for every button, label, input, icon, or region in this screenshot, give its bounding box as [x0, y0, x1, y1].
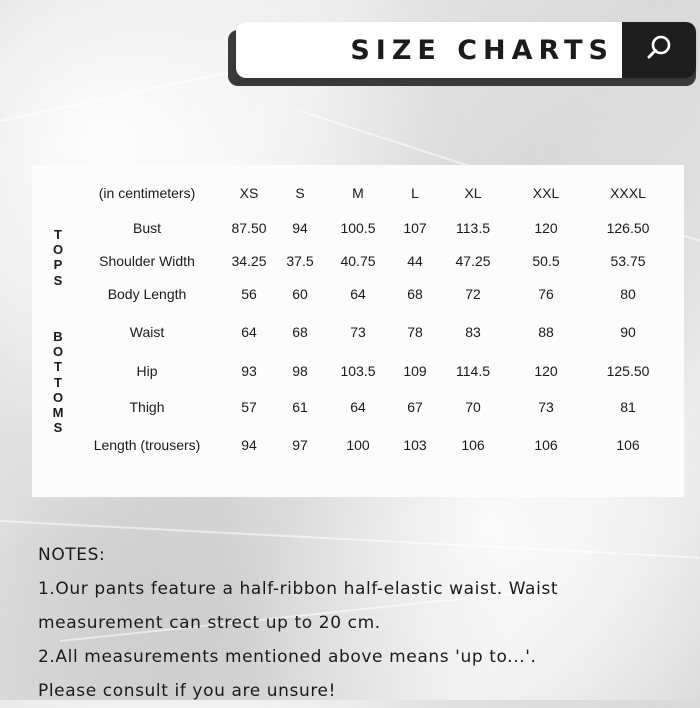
measurement-value: 103 [403, 437, 427, 453]
size-header: XXXL [610, 185, 646, 201]
measurement-value: 70 [465, 399, 481, 415]
size-header: L [411, 185, 419, 201]
group-letter: P [53, 257, 63, 273]
group-letter: M [52, 405, 64, 421]
measurement-value: 106 [616, 437, 640, 453]
measurement-value: 68 [292, 324, 308, 340]
size-header: XXL [532, 185, 560, 201]
notes-line: Please consult if you are unsure! [38, 681, 337, 701]
group-letter: T [54, 359, 62, 375]
size-header: S [295, 185, 305, 201]
measurement-value: 53.75 [610, 253, 646, 269]
measurement-label: Bust [132, 220, 162, 236]
group-letter: S [53, 420, 63, 436]
measurement-value: 94 [292, 220, 308, 236]
measurement-value: 88 [538, 324, 554, 340]
measurement-value: 78 [407, 324, 423, 340]
group-letter: T [54, 374, 62, 390]
measurement-label: Shoulder Width [99, 253, 195, 269]
measurement-value: 64 [350, 399, 366, 415]
measurement-value: 44 [407, 253, 423, 269]
measurement-value: 80 [620, 286, 636, 302]
notes-line: 1.Our pants feature a half-ribbon half-elastic waist. Waist [38, 579, 559, 599]
unit-label: (in centimeters) [98, 185, 196, 201]
measurement-value: 94 [241, 437, 257, 453]
measurement-value: 125.50 [606, 363, 650, 379]
group-letter: T [54, 227, 62, 242]
group-label-tops [51, 227, 65, 288]
size-table [32, 165, 684, 497]
size-header: XS [239, 185, 259, 201]
measurement-label: Waist [129, 324, 165, 340]
notes-heading: NOTES: [38, 545, 106, 565]
measurement-value: 90 [620, 324, 636, 340]
measurement-value: 47.25 [455, 253, 491, 269]
measurement-value: 76 [538, 286, 554, 302]
measurement-value: 60 [292, 286, 308, 302]
measurement-value: 106 [461, 437, 485, 453]
measurement-label: Thigh [129, 399, 165, 415]
measurement-value: 72 [465, 286, 481, 302]
measurement-value: 120 [534, 363, 558, 379]
measurement-value: 50.5 [532, 253, 560, 269]
measurement-value: 107 [403, 220, 427, 236]
measurement-value: 109 [403, 363, 427, 379]
group-letter: O [52, 242, 64, 258]
search-icon [644, 33, 674, 68]
measurement-value: 81 [620, 399, 636, 415]
group-letter: O [52, 344, 64, 360]
measurement-label: Length (trousers) [93, 437, 201, 453]
search-bar[interactable] [236, 22, 696, 78]
measurement-value: 98 [292, 363, 308, 379]
measurement-value: 114.5 [456, 363, 490, 379]
group-letter: B [53, 329, 63, 344]
measurement-value: 73 [538, 399, 554, 415]
measurement-value: 126.50 [606, 220, 650, 236]
measurement-value: 97 [292, 437, 308, 453]
group-label-bottoms [51, 329, 65, 435]
measurement-value: 34.25 [231, 253, 267, 269]
measurement-value: 61 [292, 399, 308, 415]
measurement-value: 83 [465, 324, 481, 340]
page-title: SIZE CHARTS [350, 34, 614, 66]
notes-line: 2.All measurements mentioned above means 'up to...'. [38, 647, 537, 667]
group-letter: S [53, 272, 63, 288]
measurement-value: 64 [350, 286, 366, 302]
measurement-value: 103.5 [340, 363, 376, 379]
measurement-value: 100 [346, 437, 370, 453]
notes-section [38, 538, 688, 708]
measurement-value: 37.5 [286, 253, 314, 269]
size-header: XL [464, 185, 482, 201]
search-button[interactable] [622, 22, 696, 78]
measurement-value: 64 [241, 324, 257, 340]
measurement-value: 87.50 [231, 220, 267, 236]
size-header: M [352, 185, 364, 201]
measurement-value: 67 [407, 399, 423, 415]
measurement-value: 56 [241, 286, 257, 302]
measurement-value: 68 [407, 286, 423, 302]
measurement-value: 113.5 [456, 220, 490, 236]
measurement-label: Body Length [107, 286, 187, 302]
measurement-value: 40.75 [340, 253, 376, 269]
group-letter: O [52, 389, 64, 405]
measurement-value: 106 [534, 437, 558, 453]
notes-line: measurement can strect up to 20 cm. [38, 613, 381, 633]
measurement-value: 93 [241, 363, 257, 379]
measurement-value: 57 [241, 399, 257, 415]
measurement-value: 120 [534, 220, 558, 236]
measurement-value: 73 [350, 324, 366, 340]
measurement-label: Hip [136, 363, 158, 379]
measurement-value: 100.5 [340, 220, 376, 236]
